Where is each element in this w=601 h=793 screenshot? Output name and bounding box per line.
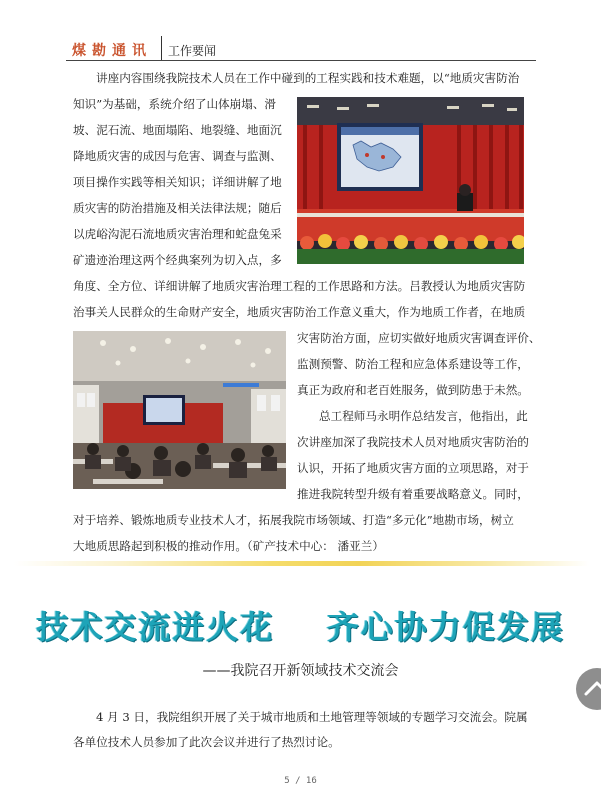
article-line: 对于培养、锻炼地质专业技术人才，拓展我院市场领域、打造“多元化”地勘市场，树立 xyxy=(73,513,514,527)
article-line: 讲座内容围绕我院技术人员在工作中碰到的工程实践和技术难题，以“地质灾害防治 xyxy=(96,71,520,85)
article-line: 以虎峪沟泥石流地质灾害治理和蛇盘兔采 xyxy=(73,227,282,241)
article-line: 治事关人民群众的生命财产安全，地质灾害防治工作意义重大，作为地质工作者，在地质 xyxy=(73,305,526,319)
news-subtitle: ——我院召开新领域技术交流会 xyxy=(202,663,399,679)
page-number: 5 / 16 xyxy=(284,776,317,786)
header-separator xyxy=(161,36,162,60)
audience-photo xyxy=(73,331,286,489)
article-line: 次讲座加深了我院技术人员对地质灾害防治的 xyxy=(297,435,529,449)
article-line: 监测预警、防治工程和应急体系建设等工作， xyxy=(297,357,529,371)
chevron-up-icon xyxy=(576,668,601,710)
section-title: 工作要闻 xyxy=(168,44,217,58)
article-line: 认识，开拓了地质灾害方面的立项思路，对于 xyxy=(297,461,529,475)
lecture-stage-photo xyxy=(297,97,524,264)
article-line: 灾害防治方面，应切实做好地质灾害调查评价、 xyxy=(297,331,541,345)
article-line: 真正为政府和老百姓服务，做到防患于未然。 xyxy=(297,383,529,397)
newsletter-brand: 煤勘通讯 xyxy=(72,43,152,59)
article-line: 总工程师马永明作总结发言，他指出，此 xyxy=(319,409,528,423)
article-line: 降地质灾害的成因与危害、调查与监测、 xyxy=(73,149,282,163)
scroll-to-top-button[interactable] xyxy=(576,668,601,710)
news-headline: 技术交流迸火花 齐心协力促发展 xyxy=(36,608,565,646)
news-line: 各单位技术人员参加了此次会议并进行了热烈讨论。 xyxy=(73,735,340,749)
article-line: 项目操作实践等相关知识；详细讲解了地 xyxy=(73,175,282,189)
article-line: 角度、全方位、详细讲解了地质灾害治理工程的工作思路和方法。吕教授认为地质灾害防 xyxy=(73,279,526,293)
header-rule xyxy=(66,60,536,61)
article-line: 知识”为基础，系统介绍了山体崩塌、滑 xyxy=(73,97,277,111)
article-line: 大地质思路起到积极的推动作用。（矿产技术中心： 潘亚兰） xyxy=(73,539,384,553)
article-line: 矿遗迹治理这两个经典案列为切入点，多 xyxy=(73,253,282,267)
article-line: 坡、泥石流、地面塌陷、地裂缝、地面沉 xyxy=(73,123,282,137)
article-line: 推进我院转型升级有着重要战略意义。同时， xyxy=(297,487,529,501)
news-line: 4 月 3 日，我院组织开展了关于城市地质和土地管理等领域的专题学习交流会。院属 xyxy=(96,710,528,724)
article-line: 质灾害的防治措施及相关法律法规；随后 xyxy=(73,201,282,215)
decorative-divider xyxy=(14,561,589,566)
